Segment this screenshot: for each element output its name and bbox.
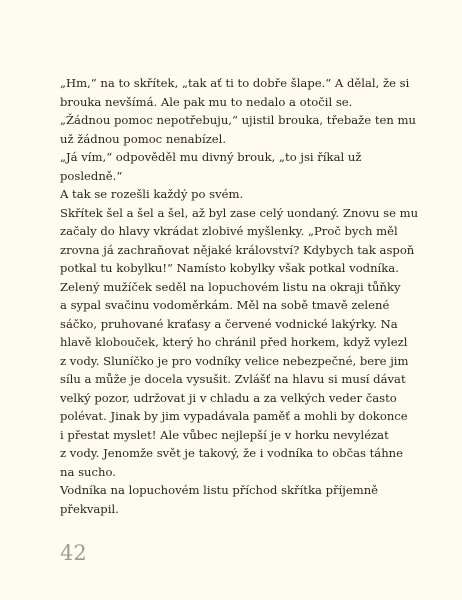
- text-line: Skřítek šel a šel a šel, až byl zase celý uondaný. Znovu se mu: [60, 205, 419, 220]
- text-line: začaly do hlavy vkrádat zlobivé myšlenky. „Proč bych měl: [60, 224, 398, 238]
- text-line: zrovna já zachraňovat nějaké království? Kdybych tak aspoň: [60, 242, 415, 257]
- text-line: už žádnou pomoc nenabízel.: [60, 131, 227, 146]
- text-line: na sucho.: [60, 464, 116, 479]
- text-line: polévat. Jinak by jim vypadávala paměť a mohli by dokonce: [60, 409, 408, 423]
- text-line: „Hm,“ na to skřítek, „tak ať ti to dobře šlape.“ A dělal, že si: [60, 76, 410, 90]
- text-line: velký pozor, udržovat ji v chladu a za velkých veder často: [60, 390, 397, 405]
- text-line: sáčko, pruhované kraťasy a červené vodnické lakýrky. Na: [60, 316, 398, 331]
- page-number: 42: [60, 541, 87, 565]
- text-line: posledně.“: [60, 168, 123, 183]
- text-line: Zelený mužíček seděl na lopuchovém listu na okraji tůňky: [60, 279, 401, 294]
- text-line: hlavě klobouček, který ho chránil před horkem, když vylezl: [60, 335, 408, 349]
- text-line: z vody. Sluníčko je pro vodníky velice nebezpečné, bere jim: [60, 353, 409, 368]
- text-line: potkal tu kobylku!“ Namísto kobylky však potkal vodníka.: [60, 261, 399, 275]
- text-line: a sypal svačinu vodoměrkám. Měl na sobě tmavě zelené: [60, 298, 390, 312]
- text-line: Vodníka na lopuchovém listu příchod skřítka příjemně: [60, 483, 379, 497]
- text-line: brouka nevšímá. Ale pak mu to nedalo a otočil se.: [60, 94, 353, 109]
- body-text: [60, 74, 432, 518]
- text-line: i přestat myslet! Ale vůbec nejlepší je v horku nevylézat: [60, 427, 389, 442]
- text-line: „Žádnou pomoc nepotřebuju,“ ujistil brouka, třebaže ten mu: [60, 113, 416, 127]
- text-line: překvapil.: [60, 501, 119, 516]
- text-line: sílu a může je docela vysušit. Zvlášť na hlavu si musí dávat: [60, 372, 406, 386]
- text-line: „Já vím,“ odpověděl mu divný brouk, „to jsi říkal už: [60, 150, 362, 164]
- text-line: z vody. Jenomže svět je takový, že i vodníka to občas táhne: [60, 446, 404, 460]
- text-line: A tak se rozešli každý po svém.: [60, 187, 244, 201]
